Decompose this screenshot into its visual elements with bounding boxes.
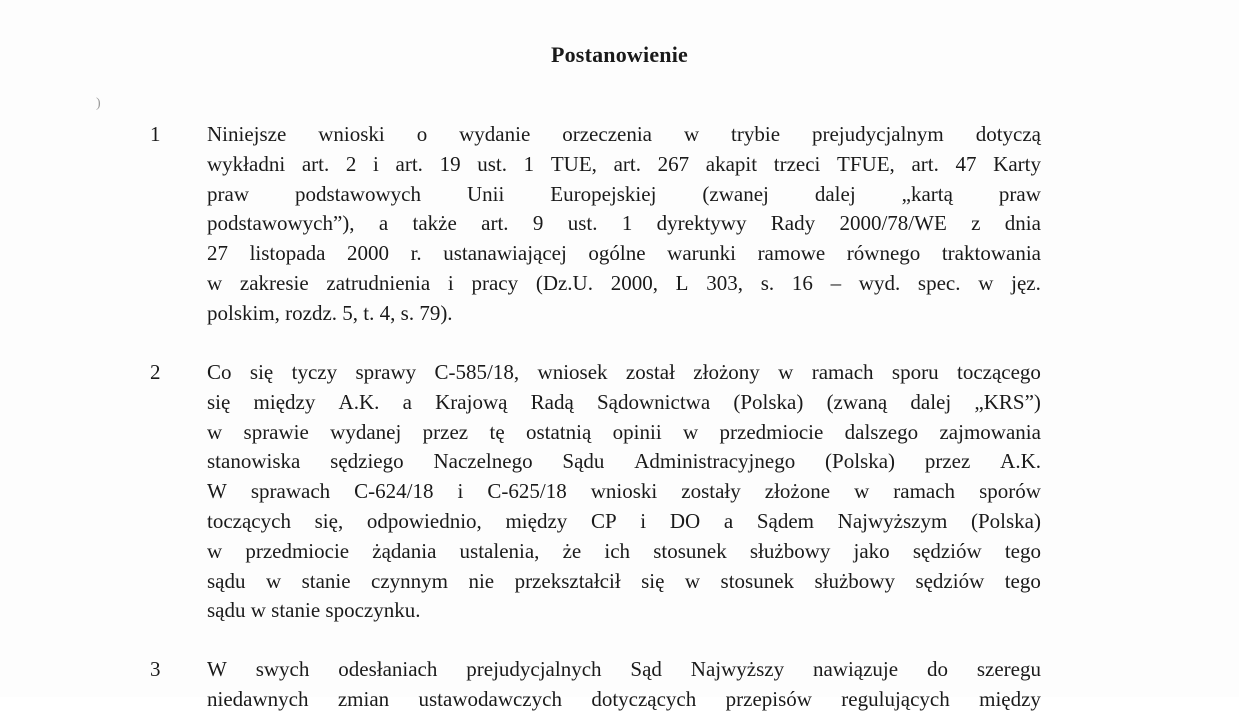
text-line <box>207 685 1041 715</box>
word: sędziego <box>330 449 404 474</box>
paragraph-number: 3 <box>150 657 161 681</box>
word: w <box>978 270 994 295</box>
word: trybie <box>731 122 781 146</box>
word: dotyczą <box>975 122 1041 146</box>
word: złożone <box>764 479 831 504</box>
word: w <box>854 479 870 504</box>
margin-mark: ) <box>96 96 101 111</box>
word: praw <box>207 181 249 206</box>
word: przez <box>924 449 971 474</box>
word: Sądownictwa <box>597 389 711 414</box>
word: Sądem <box>756 508 814 533</box>
word: „KRS”) <box>974 389 1041 414</box>
word: art. <box>395 151 423 176</box>
word: i <box>373 151 379 176</box>
word: podstawowych <box>294 181 421 206</box>
word: nie <box>468 568 495 593</box>
text-line <box>207 567 1041 597</box>
text-line <box>207 180 1041 210</box>
word: czynnym <box>371 568 448 593</box>
word: regulujących <box>841 686 950 711</box>
word: TUE, <box>550 151 597 176</box>
word: 9 <box>532 211 544 236</box>
word: się <box>207 389 231 414</box>
word: TFUE, <box>837 151 895 176</box>
text-line <box>207 388 1041 418</box>
word: a <box>723 508 734 533</box>
word: dalej <box>814 181 856 206</box>
word: 267 <box>657 151 690 176</box>
text-line <box>207 150 1041 180</box>
word: wydanej <box>330 419 402 444</box>
word: odesłaniach <box>338 657 438 681</box>
word: Radą <box>530 389 574 414</box>
word: sprawy <box>355 360 417 384</box>
word: jęz. <box>1011 270 1041 295</box>
word: zakresie <box>239 270 309 295</box>
word: został <box>625 360 675 384</box>
word: że <box>562 538 582 563</box>
word: ustanawiającej <box>443 241 567 266</box>
word: 2000, <box>610 270 658 295</box>
word: (Polska) <box>733 389 804 414</box>
word: stanie <box>301 568 351 593</box>
word: prejudycjalnym <box>811 122 944 146</box>
word: przedmiocie <box>719 419 824 444</box>
text-line <box>207 418 1041 448</box>
word: r. <box>410 241 422 266</box>
word: a <box>378 211 389 236</box>
word: i <box>447 270 454 295</box>
word: w <box>778 360 794 384</box>
word: do <box>926 657 948 681</box>
word: w <box>207 538 223 563</box>
word: traktowania <box>941 241 1041 266</box>
word: Unii <box>466 181 505 206</box>
word: sprawie <box>243 419 309 444</box>
word: DO <box>669 508 701 533</box>
word: 19 <box>439 151 461 176</box>
text-line <box>207 239 1041 269</box>
paragraph-number: 1 <box>150 122 161 146</box>
text-line: sądu w stanie spoczynku. <box>207 598 421 623</box>
word: art. <box>301 151 330 176</box>
word: tego <box>1004 538 1041 563</box>
word: 2000/78/WE <box>839 211 947 236</box>
word: art. <box>613 151 641 176</box>
word: stosunek <box>653 538 727 563</box>
word: wykładni <box>207 151 286 176</box>
word: między <box>253 389 316 414</box>
word: pracy <box>471 270 519 295</box>
paragraph-number: 2 <box>150 360 161 384</box>
word: 47 <box>955 151 977 176</box>
word: wnioski <box>318 122 385 146</box>
word: żądania <box>372 538 437 563</box>
text-line <box>207 358 1041 388</box>
word: szeregu <box>976 657 1041 681</box>
text-line <box>207 477 1041 507</box>
word: s. <box>760 270 775 295</box>
word: między <box>505 508 568 533</box>
word: tego <box>1004 568 1041 593</box>
word: się <box>641 568 665 593</box>
word: A.K. <box>338 389 380 414</box>
word: sędziów <box>915 568 985 593</box>
word: W <box>207 657 227 681</box>
word: między <box>979 686 1041 711</box>
word: ostatnią <box>525 419 592 444</box>
word: odpowiednio, <box>366 508 482 533</box>
word: tyczy <box>291 360 338 384</box>
word: w <box>207 419 223 444</box>
word: toczących <box>207 508 291 533</box>
word: Sąd <box>630 657 662 681</box>
word: Karty <box>993 151 1041 176</box>
word: wyd. <box>858 270 901 295</box>
word: dotyczących <box>591 686 697 711</box>
text-line: polskim, rozdz. 5, t. 4, s. 79). <box>207 300 453 325</box>
word: orzeczenia <box>562 122 652 146</box>
word: i <box>457 479 464 504</box>
word: sędziów <box>912 538 982 563</box>
word: podstawowych”), <box>207 211 355 236</box>
word: Niniejsze <box>207 122 287 146</box>
paragraph-body <box>207 655 1041 715</box>
word: C-585/18, <box>434 360 520 384</box>
word: trzeci <box>773 151 821 176</box>
word: art. <box>481 211 509 236</box>
word: 1 <box>621 211 633 236</box>
word: z <box>971 211 981 236</box>
word: Krajową <box>435 389 508 414</box>
text-line <box>207 507 1041 537</box>
word: akapit <box>705 151 758 176</box>
word: się, <box>314 508 344 533</box>
word: (Polska) <box>825 449 896 474</box>
word: (Dz.U. <box>535 270 593 295</box>
word: prejudycjalnych <box>466 657 602 681</box>
word: Co <box>207 360 232 384</box>
word: – <box>830 270 842 295</box>
word: w <box>207 270 223 295</box>
word: sądu <box>207 568 246 593</box>
text-line <box>207 209 1041 239</box>
word: ich <box>604 538 631 563</box>
word: dyrektywy <box>656 211 747 236</box>
word: a <box>402 389 412 414</box>
word: wnioski <box>590 479 658 504</box>
word: także <box>412 211 457 236</box>
word: zatrudnienia <box>326 270 431 295</box>
word: swych <box>255 657 310 681</box>
word: w <box>684 568 701 593</box>
word: przekształcił <box>514 568 621 593</box>
word: w <box>683 419 699 444</box>
word: stanowiska <box>207 449 301 474</box>
word: wydanie <box>459 122 531 146</box>
word: przepisów <box>725 686 812 711</box>
word: sporów <box>979 479 1041 504</box>
word: w <box>265 568 282 593</box>
word: opinii <box>612 419 662 444</box>
word: (zwanej <box>702 181 769 206</box>
word: wniosek <box>537 360 608 384</box>
word: ustawodawczych <box>418 686 562 711</box>
word: 2 <box>345 151 357 176</box>
word: Administracyjnego <box>634 449 796 474</box>
word: nawiązuje <box>812 657 899 681</box>
word: C-625/18 <box>487 479 567 504</box>
word: Najwyższym <box>837 508 948 533</box>
word: ramach <box>893 479 956 504</box>
word: ramowe <box>757 241 826 266</box>
word: art. <box>911 151 939 176</box>
word: Rady <box>770 211 816 236</box>
word: (Polska) <box>970 508 1041 533</box>
word: 16 <box>791 270 813 295</box>
word: przez <box>422 419 469 444</box>
word: 27 <box>207 241 228 266</box>
word: (zwaną <box>826 389 888 414</box>
word: C-624/18 <box>354 479 434 504</box>
word: sprawach <box>250 479 331 504</box>
text-line <box>207 120 1041 150</box>
word: A.K. <box>1000 449 1041 474</box>
word: praw <box>998 181 1041 206</box>
word: ramach <box>811 360 874 384</box>
word: w <box>683 122 700 146</box>
word: listopada <box>249 241 326 266</box>
word: się <box>249 360 274 384</box>
word: Sądu <box>562 449 605 474</box>
word: o <box>416 122 428 146</box>
word: niedawnych <box>207 686 309 711</box>
word: ustalenia, <box>459 538 540 563</box>
word: służbowy <box>814 568 895 593</box>
word: sporu <box>891 360 939 384</box>
word: spec. <box>917 270 961 295</box>
word: 303, <box>706 270 743 295</box>
text-line <box>207 655 1041 685</box>
text-line <box>207 447 1041 477</box>
word: przedmiocie <box>245 538 350 563</box>
word: „kartą <box>901 181 953 206</box>
word: dalszego <box>844 419 919 444</box>
document-title: Postanowienie <box>550 42 689 67</box>
word: zmian <box>337 686 390 711</box>
word: warunki <box>667 241 736 266</box>
word: toczącego <box>956 360 1041 384</box>
text-line <box>207 269 1041 299</box>
word: 2000 <box>346 241 389 266</box>
word: i <box>640 508 647 533</box>
word: Naczelnego <box>433 449 533 474</box>
word: równego <box>846 241 921 266</box>
word: W <box>207 479 227 504</box>
word: Najwyższy <box>690 657 785 681</box>
word: ust. <box>567 211 598 236</box>
word: CP <box>590 508 617 533</box>
word: złożony <box>693 360 760 384</box>
word: stosunek <box>720 568 795 593</box>
word: dnia <box>1004 211 1041 236</box>
word: ogólne <box>588 241 646 266</box>
word: jako <box>853 538 890 563</box>
word: dalej <box>910 389 952 414</box>
word: ust. <box>477 151 508 176</box>
word: 1 <box>523 151 535 176</box>
text-line <box>207 537 1041 567</box>
paragraph-body <box>207 358 1041 626</box>
paragraph-body <box>207 120 1041 329</box>
word: służbowy <box>749 538 831 563</box>
word: L <box>675 270 689 295</box>
word: zajmowania <box>939 419 1041 444</box>
word: Europejskiej <box>550 181 657 206</box>
word: zostały <box>681 479 741 504</box>
word: tę <box>489 419 505 444</box>
